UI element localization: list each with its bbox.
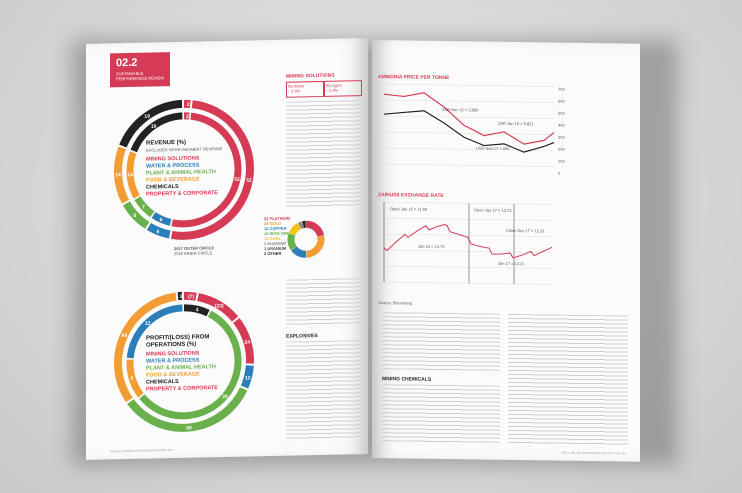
pie-legend-item: 28 GOLD <box>264 220 282 227</box>
axis-tick: 100 <box>558 158 565 164</box>
ammonia-annotation: USD Sep 17 = 266 <box>476 145 510 151</box>
pie-legend-item: 22 PLATINUM <box>264 215 290 222</box>
pie-segment <box>306 236 321 254</box>
body-text <box>286 340 362 442</box>
legend-item: WATER & PROCESS <box>146 162 200 170</box>
legend-item: FOOD & BEVERAGE <box>146 371 200 379</box>
gridline <box>384 84 554 86</box>
profit-outer-segment-label: (7) <box>187 294 195 301</box>
fx-line-chart <box>384 202 554 296</box>
profit-outer-segment-label: 69 <box>186 425 192 432</box>
revenue-outer-segment-label: 6 <box>156 229 160 236</box>
pie-legend-item: 16 IRON ORE <box>264 230 290 237</box>
kpi-row <box>286 80 362 96</box>
ammonia-annotation: ZAR Jan 15 = 5,821 <box>498 120 534 127</box>
legend-item: MINING SOLUTIONS <box>146 350 200 358</box>
mining-chemicals-heading: MINING CHEMICALS <box>382 376 432 383</box>
body-text <box>382 384 500 446</box>
right-page <box>372 40 640 462</box>
section-number: 02.2 <box>116 56 138 70</box>
fx-annotation: Jan 17 = 13.21 <box>498 260 525 267</box>
profit-title: PROFIT/(LOSS) FROM OPERATIONS (%) <box>146 334 210 349</box>
fx-annotation: Jan 16 = 14.72 <box>418 243 445 250</box>
gridline <box>384 148 554 150</box>
revenue-outer-segment-label: 2 <box>186 101 190 108</box>
profit-inner-segment-label: 12 <box>144 320 151 327</box>
section-title: SUSTAINABLE PERFORMANCE REVIEW <box>116 70 165 82</box>
axis-tick: 400 <box>558 122 565 128</box>
profit-outer-segment-label: 24 <box>244 339 251 346</box>
profit-outer-segment-label: 12 <box>245 375 251 382</box>
axis-tick: 300 <box>558 134 565 140</box>
profit-outer-segment-label: 68 <box>121 332 128 339</box>
revenue-inner-segment-label: 19 <box>150 123 157 130</box>
legend-item: PLANT & ANIMAL HEALTH <box>146 364 216 372</box>
axis-tick: 500 <box>558 110 565 116</box>
revenue-subtitle: EXCLUDES INTER-SEGMENT REVENUE <box>146 146 223 153</box>
explosives-heading: EXPLOSIVES <box>286 333 318 340</box>
body-text <box>286 278 362 328</box>
gridline <box>384 132 554 134</box>
pie-segment <box>291 234 294 248</box>
pie-legend-item: 12 COAL <box>264 235 281 242</box>
fx-annotation: Close Dec 17 = 12.31 <box>506 227 545 234</box>
revenue-outer-segment-label: 19 <box>144 113 151 120</box>
revenue-inner-segment-label: 52 <box>234 176 240 183</box>
revenue-caption-outer: 2017 OUTER CIRCLE <box>174 245 215 252</box>
axis-tick: 600 <box>558 98 565 104</box>
axis-tick: 200 <box>558 146 565 152</box>
pie-segment <box>294 248 306 254</box>
legend-item: FOOD & BEVERAGE <box>146 176 200 184</box>
page-footer-right: AECI LIMITED INTEGRATED REPORT 2017 29 <box>561 450 626 456</box>
revenue-outer-segment-label: 52 <box>246 177 252 184</box>
legend-item: CHEMICALS <box>146 378 179 386</box>
revenue-outer-segment-label: 14 <box>115 172 121 179</box>
ammonia-annotation: ZAR Nov 16 = 3,890 <box>442 106 479 113</box>
fx-annotation: Open Jan 17 = 13.73 <box>474 207 512 213</box>
legend-item: CHEMICALS <box>146 183 179 191</box>
profit-outer-segment-label: 3 <box>179 293 183 301</box>
revenue-inner-segment-label: 6 <box>159 217 163 224</box>
kpi-1: Rs billion ↑ 2.4% <box>286 81 324 98</box>
revenue-caption-inner: 2016 INNER CIRCLE <box>174 250 213 257</box>
ammonia-chart-title: AMMONIA PRICE PER TONNE <box>378 74 450 82</box>
page-footer-left: 26 AECI LIMITED INTEGRATED REPORT 2017 <box>110 448 175 454</box>
fx-source: Source: Bloomberg <box>378 300 413 306</box>
pie-legend-item: 3 OTHER <box>264 250 282 257</box>
axis-tick: 700 <box>558 86 565 92</box>
legend-item: WATER & PROCESS <box>146 357 200 365</box>
gridline <box>384 164 554 166</box>
body-text <box>382 312 500 374</box>
pie-segment <box>292 226 299 234</box>
gridline <box>384 116 554 118</box>
profit-inner-segment-label: 4 <box>195 307 199 314</box>
ammonia-line-chart <box>384 84 554 182</box>
pie-legend-item: 3 DIAMOND <box>264 240 287 247</box>
profit-outer-segment-label: (23) <box>214 303 224 310</box>
profit-inner-segment-label: 6 <box>130 375 134 382</box>
body-text <box>286 100 362 208</box>
commodity-pie <box>286 219 326 260</box>
revenue-title: REVENUE (%) <box>146 139 187 147</box>
legend-item: PROPERTY & CORPORATE <box>146 190 218 198</box>
legend-item: MINING SOLUTIONS <box>146 155 200 163</box>
legend-item: PLANT & ANIMAL HEALTH <box>146 169 216 177</box>
pie-legend-item: 1 URANIUM <box>264 245 287 252</box>
fx-annotation: Open Jan 15 = 11.60 <box>390 206 428 212</box>
profit-inner-segment-label: 29 <box>222 394 228 401</box>
mining-solutions-heading: MINING SOLUTIONS <box>286 72 335 80</box>
body-text <box>508 314 628 448</box>
revenue-inner-segment-label: 2 <box>186 113 189 120</box>
legend-item: PROPERTY & CORPORATE <box>146 385 218 393</box>
section-tag <box>110 52 170 87</box>
pie-legend-item: 15 COPPER <box>264 225 287 232</box>
fx-chart-title: ZAR/US$ EXCHANGE RATE <box>378 192 444 200</box>
revenue-outer-segment-label: 8 <box>133 212 137 219</box>
gridline <box>384 100 554 102</box>
left-page <box>86 38 368 460</box>
pie-segment <box>306 224 321 236</box>
revenue-inner-segment-label: 7 <box>142 204 145 211</box>
revenue-inner-segment-label: 14 <box>127 172 133 179</box>
kpi-2: Rs signe ↑ 5.9% <box>324 80 362 97</box>
axis-tick: 0 <box>558 170 561 176</box>
pie-segment <box>300 225 302 226</box>
